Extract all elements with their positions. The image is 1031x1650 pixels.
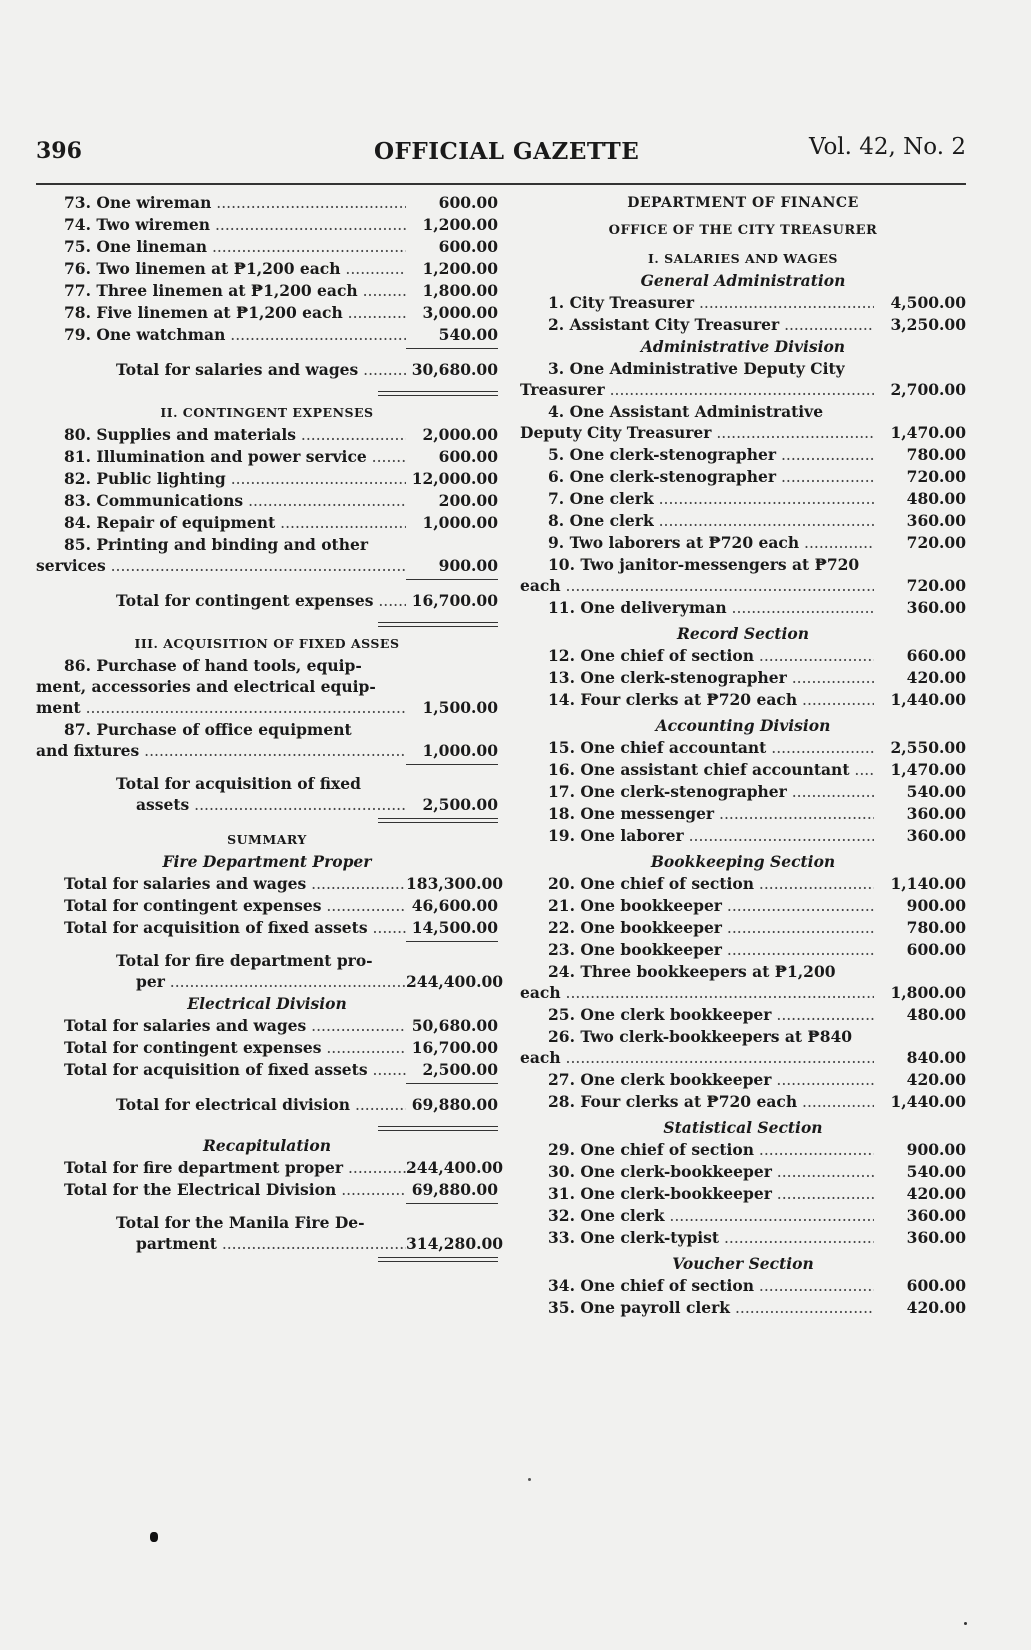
budget-item: 74. Two wiremen ..... 1,200.00 [36, 214, 498, 236]
summary-row: Total for acquisition of fixed assets ..... 14,500.00 [36, 917, 498, 939]
budget-item: 77. Three linemen at ₱1,200 each ..... 1,800.00 [36, 280, 498, 302]
budget-item: 1. City Treasurer ..... 4,500.00 [520, 292, 966, 314]
budget-item: each ..... 840.00 [520, 1047, 966, 1069]
budget-item: 7. One clerk ..... 480.00 [520, 488, 966, 510]
budget-item: 29. One chief of section ..... 900.00 [520, 1139, 966, 1161]
budget-item: 13. One clerk-stenographer ..... 420.00 [520, 667, 966, 689]
total-row: Total for electrical division ..... 69,880.00 [36, 1094, 498, 1116]
budget-item: 32. One clerk ..... 360.00 [520, 1205, 966, 1227]
summary-row: Total for acquisition of fixed assets ..... 2,500.00 [36, 1059, 498, 1081]
total-row: Total for contingent expenses ..... 16,700.00 [36, 590, 498, 612]
total-row: per ..... 244,400.00 [36, 971, 498, 993]
section-heading: II. CONTINGENT EXPENSES [160, 405, 374, 420]
budget-item: 8. One clerk ..... 360.00 [520, 510, 966, 532]
summary-heading: SUMMARY [227, 832, 307, 847]
total-row: partment ..... 314,280.00 [36, 1233, 498, 1255]
item-line: 4. One Assistant Administrative [548, 402, 824, 421]
double-rule [378, 622, 498, 627]
item-line: ment, accessories and electrical equip- [36, 677, 376, 696]
subsection-heading: Voucher Section [672, 1254, 814, 1273]
total-line: Total for the Manila Fire De- [116, 1213, 365, 1232]
budget-item: services ..... 900.00 [36, 555, 498, 577]
section-heading: I. SALARIES AND WAGES [648, 251, 838, 266]
budget-item: each ..... 720.00 [520, 575, 966, 597]
budget-item: 82. Public lighting ..... 12,000.00 [36, 468, 498, 490]
volume-number: Vol. 42, No. 2 [808, 134, 966, 160]
page-number: 396 [36, 138, 82, 164]
budget-item: 73. One wireman ..... 600.00 [36, 192, 498, 214]
budget-item: 6. One clerk-stenographer ..... 720.00 [520, 466, 966, 488]
item-line: 85. Printing and binding and other [64, 535, 369, 554]
double-rule [378, 391, 498, 396]
budget-item: each ..... 1,800.00 [520, 982, 966, 1004]
item-line: 86. Purchase of hand tools, equip- [64, 656, 362, 675]
sum-rule [406, 348, 498, 349]
budget-item: 83. Communications ..... 200.00 [36, 490, 498, 512]
total-line: Total for acquisition of fixed [116, 774, 361, 793]
sum-rule [406, 579, 498, 580]
budget-item: 35. One payroll clerk ..... 420.00 [520, 1297, 966, 1319]
budget-item: 12. One chief of section ..... 660.00 [520, 645, 966, 667]
sum-rule [406, 1083, 498, 1084]
section-heading: III. ACQUISITION OF FIXED ASSES [134, 636, 400, 651]
subsection-heading: Bookkeeping Section [650, 852, 836, 871]
item-line: 10. Two janitor-messengers at ₱720 [548, 555, 860, 574]
summary-row: Total for fire department proper ..... 244,400.00 [36, 1157, 498, 1179]
subsection-heading: General Administration [640, 271, 846, 290]
summary-row: Total for the Electrical Division ..... 69,880.00 [36, 1179, 498, 1201]
subsection-heading: Statistical Section [663, 1118, 823, 1137]
ink-speck [964, 1622, 967, 1625]
subsection-heading: Electrical Division [187, 994, 347, 1013]
budget-item: 18. One messenger ..... 360.00 [520, 803, 966, 825]
budget-item: and fixtures ..... 1,000.00 [36, 740, 498, 762]
budget-item: 30. One clerk-bookkeeper ..... 540.00 [520, 1161, 966, 1183]
subsection-heading: Record Section [676, 624, 810, 643]
budget-item: 76. Two linemen at ₱1,200 each ..... 1,200.00 [36, 258, 498, 280]
budget-item: 19. One laborer ..... 360.00 [520, 825, 966, 847]
budget-item: 79. One watchman ..... 540.00 [36, 324, 498, 346]
summary-row: Total for contingent expenses ..... 16,700.00 [36, 1037, 498, 1059]
budget-item: 21. One bookkeeper ..... 900.00 [520, 895, 966, 917]
department-heading: DEPARTMENT OF FINANCE [627, 195, 859, 211]
total-row: assets ..... 2,500.00 [36, 794, 498, 816]
double-rule [378, 1126, 498, 1131]
budget-item: 14. Four clerks at ₱720 each ..... 1,440.00 [520, 689, 966, 711]
summary-row: Total for salaries and wages ..... 50,680.00 [36, 1015, 498, 1037]
budget-item: 5. One clerk-stenographer ..... 780.00 [520, 444, 966, 466]
budget-item: 78. Five linemen at ₱1,200 each ..... 3,000.00 [36, 302, 498, 324]
header-rule [36, 183, 966, 185]
summary-row: Total for salaries and wages ..... 183,300.00 [36, 873, 498, 895]
double-rule [378, 818, 498, 823]
item-line: 24. Three bookkeepers at ₱1,200 [548, 962, 836, 981]
budget-item: 81. Illumination and power service ..... 600.00 [36, 446, 498, 468]
budget-item: 25. One clerk bookkeeper ..... 480.00 [520, 1004, 966, 1026]
total-line: Total for fire department pro- [116, 951, 373, 970]
budget-item: 28. Four clerks at ₱720 each ..... 1,440.00 [520, 1091, 966, 1113]
subsection-heading: Administrative Division [640, 337, 846, 356]
page-header [36, 130, 966, 170]
budget-item: 23. One bookkeeper ..... 600.00 [520, 939, 966, 961]
item-line: 3. One Administrative Deputy City [548, 359, 845, 378]
items-list [36, 192, 498, 346]
budget-item: 15. One chief accountant ..... 2,550.00 [520, 737, 966, 759]
subsection-heading: Accounting Division [655, 716, 831, 735]
budget-item: 31. One clerk-bookkeeper ..... 420.00 [520, 1183, 966, 1205]
gazette-title: OFFICIAL GAZETTE [374, 138, 640, 165]
budget-item: 9. Two laborers at ₱720 each ..... 720.00 [520, 532, 966, 554]
budget-item: ment ..... 1,500.00 [36, 697, 498, 719]
item-line: 26. Two clerk-bookkeepers at ₱840 [548, 1027, 853, 1046]
ink-speck [528, 1478, 531, 1481]
budget-item: 84. Repair of equipment ..... 1,000.00 [36, 512, 498, 534]
budget-item: 17. One clerk-stenographer ..... 540.00 [520, 781, 966, 803]
summary-row: Total for contingent expenses ..... 46,600.00 [36, 895, 498, 917]
budget-item: 80. Supplies and materials ..... 2,000.00 [36, 424, 498, 446]
budget-item: 75. One lineman ..... 600.00 [36, 236, 498, 258]
ink-blot [150, 1532, 158, 1542]
budget-item: Treasurer ..... 2,700.00 [520, 379, 966, 401]
budget-item: 2. Assistant City Treasurer ..... 3,250.00 [520, 314, 966, 336]
subsection-heading: Fire Department Proper [162, 852, 372, 871]
budget-item: 27. One clerk bookkeeper ..... 420.00 [520, 1069, 966, 1091]
item-line: 87. Purchase of office equipment [64, 720, 352, 739]
double-rule [378, 1257, 498, 1262]
budget-item: 16. One assistant chief accountant ..... 1,470.00 [520, 759, 966, 781]
right-column [520, 192, 966, 1319]
budget-item: 11. One deliveryman ..... 360.00 [520, 597, 966, 619]
total-row: Total for salaries and wages ..... 30,680.00 [36, 359, 498, 381]
budget-item: 33. One clerk-typist ..... 360.00 [520, 1227, 966, 1249]
left-column [36, 192, 504, 1266]
budget-item: Deputy City Treasurer ..... 1,470.00 [520, 422, 966, 444]
budget-item: 20. One chief of section ..... 1,140.00 [520, 873, 966, 895]
office-heading: OFFICE OF THE CITY TREASURER [608, 223, 878, 238]
subsection-heading: Recapitulation [203, 1136, 331, 1155]
budget-item: 34. One chief of section ..... 600.00 [520, 1275, 966, 1297]
budget-item: 22. One bookkeeper ..... 780.00 [520, 917, 966, 939]
